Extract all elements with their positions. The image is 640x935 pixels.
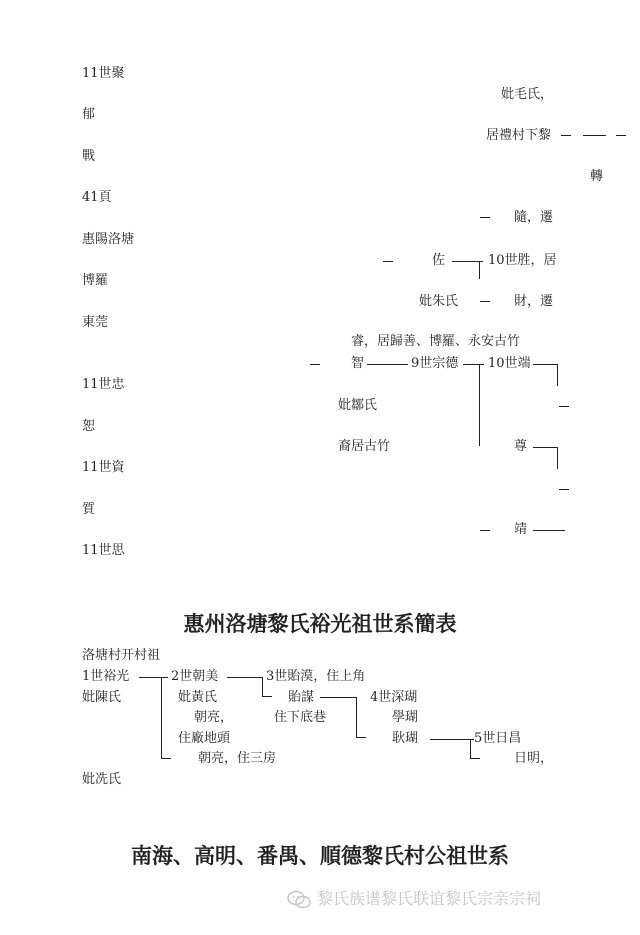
tree1-wife-zhu: 妣朱氏 [419, 294, 459, 309]
tree-connector [557, 447, 558, 469]
tree2-zhu-ma: 住廠地頭 [178, 731, 231, 746]
tree-connector [470, 739, 471, 759]
tree-connector [533, 447, 558, 448]
tree-connector [479, 364, 480, 446]
left-col-item: 博羅 [82, 273, 109, 288]
tree2-chaomei: 2世朝美 [171, 669, 219, 684]
tree-connector [139, 677, 168, 678]
tree-connector [367, 364, 408, 365]
watermark-text: 黎氏族谱黎氏联谊黎氏宗亲宗祠 [317, 889, 542, 908]
tree1-duan: 10世端 [488, 356, 531, 371]
tree-connector [463, 364, 484, 365]
left-col-item: 戰 [82, 149, 96, 164]
tree1-zun: 尊 [514, 439, 528, 454]
tree2-chaoliang-b: 朝亮，住三房 [198, 751, 277, 766]
tree-connector [533, 364, 558, 365]
tree-connector [480, 217, 490, 218]
tree2-yuguang: 1世裕光 [82, 669, 130, 684]
tree1-zongde: 9世宗德 [411, 356, 459, 371]
tree-connector [262, 677, 263, 697]
wechat-icon [287, 889, 317, 908]
section-title: 惠州洛塘黎氏裕光祖世系簡表 [183, 611, 457, 636]
tree-connector [161, 758, 171, 759]
tree-connector [559, 489, 569, 490]
tree2-richang: 5世日昌 [474, 731, 522, 746]
tree-connector [559, 406, 569, 407]
tree1-zuo: 佐 [432, 253, 446, 268]
tree-connector [583, 135, 606, 136]
tree1-wife-mao: 妣毛氏， [501, 87, 554, 102]
section-title: 南海、高明、番禺、順德黎氏村公祖世系 [131, 843, 509, 868]
tree-connector [470, 758, 480, 759]
left-col-item: 郁 [82, 107, 96, 122]
tree-connector [383, 261, 393, 262]
tree2-yimo: 3世貽漠，住上角 [266, 669, 366, 684]
left-col-item: 11世思 [82, 543, 125, 558]
tree-connector [480, 301, 490, 302]
tree1-sui: 隨，遷 [514, 210, 554, 225]
tree-connector [161, 677, 162, 759]
left-col-item: 11世資 [82, 460, 125, 475]
tree2-shenhu: 4世深瑚 [370, 690, 418, 705]
tree-connector [561, 135, 571, 136]
tree1-cai: 財，遷 [514, 294, 554, 309]
tree-connector [310, 364, 320, 365]
tree-connector [480, 530, 490, 531]
tree-connector [356, 737, 366, 738]
tree1-zhuan: 轉 [590, 169, 604, 184]
tree-connector [557, 364, 558, 386]
tree2-riming: 日明， [514, 751, 554, 766]
tree-connector [356, 697, 357, 738]
tree-connector [320, 697, 356, 698]
tree1-rui: 睿，居歸善、博羅、永安古竹 [351, 334, 521, 349]
left-col-item: 惠陽洛塘 [82, 232, 135, 247]
left-col-item: 11世聚 [82, 66, 125, 81]
tree2-yimou: 貽謀 [288, 690, 315, 705]
left-col-item: 東莞 [82, 315, 109, 330]
tree-connector [227, 677, 263, 678]
tree1-guzhu: 裔居古竹 [338, 439, 391, 454]
tree1-li-village: 居禮村下黎 [486, 128, 552, 143]
tree-connector [533, 530, 565, 531]
left-col-item: 11世忠 [82, 377, 125, 392]
tree2-wife-chen: 妣陳氏 [82, 690, 122, 705]
tree1-jing: 靖 [514, 522, 528, 537]
tree2-wife-huang: 妣黃氏 [178, 690, 218, 705]
left-col-item: 恕 [82, 419, 96, 434]
tree1-wife-zou: 妣鄒氏 [338, 398, 378, 413]
tree1-sheng: 10世胜，居 [488, 253, 557, 268]
tree2-xuehu: 學瑚 [392, 710, 419, 725]
tree-connector [616, 135, 626, 136]
left-col-item: 質 [82, 502, 96, 517]
tree2-founder: 洛塘村开村祖 [82, 648, 161, 663]
tree1-zhi: 智 [351, 356, 365, 371]
tree-connector [262, 696, 272, 697]
tree2-liaohu: 耿瑚 [392, 731, 419, 746]
tree2-zhu-dixiang: 住下底巷 [274, 710, 327, 725]
left-col-item: 41頁 [82, 190, 112, 205]
tree2-wife-xian: 妣冼氏 [82, 772, 122, 787]
tree2-chaoliang-a: 朝亮， [194, 710, 234, 725]
watermark [287, 888, 541, 910]
tree-connector [479, 261, 480, 279]
tree-connector [430, 739, 474, 740]
